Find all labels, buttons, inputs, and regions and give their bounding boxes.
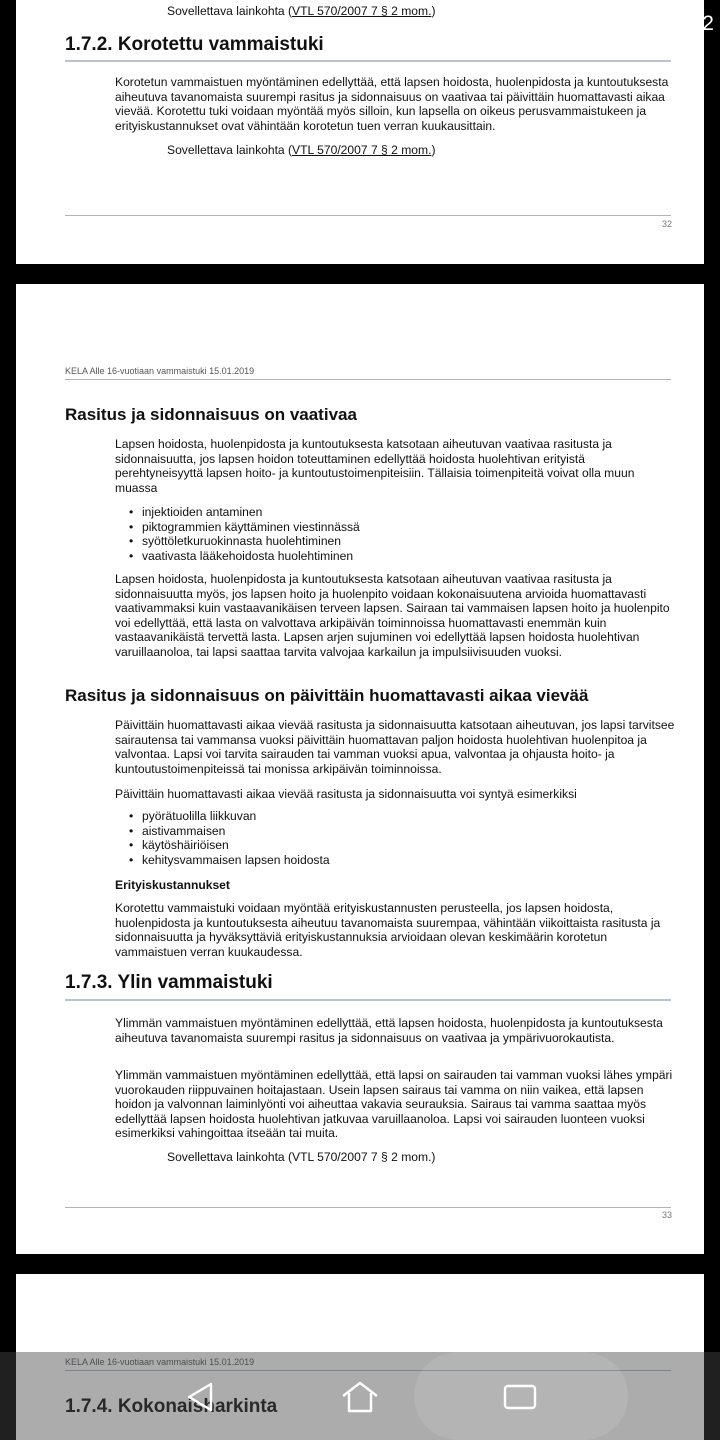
subheading-erityiskustannukset: Erityiskustannukset	[115, 878, 230, 892]
home-icon	[340, 1380, 380, 1414]
list-item: • aistivammaisen	[129, 824, 330, 839]
legal-reference-link[interactable]: VTL 570/2007 7 § 2 mom.	[292, 4, 432, 18]
navigation-bar	[0, 1352, 720, 1440]
section-heading-paivittain: Rasitus ja sidonnaisuus on päivittäin huomattavasti aikaa vievää	[65, 686, 589, 705]
legal-reference-prefix: Sovellettava lainkohta (	[167, 4, 293, 18]
section-heading-1-7-3: 1.7.3. Ylin vammaistuki	[65, 972, 273, 993]
list-item: • piktogrammien käyttäminen viestinnässä	[129, 520, 360, 535]
battery-icon	[645, 11, 659, 37]
legal-reference-suffix: )	[431, 143, 436, 157]
wifi-icon	[523, 11, 553, 37]
page-number: 32	[661, 219, 672, 229]
list-item: • pyörätuolilla liikkuvan	[129, 809, 330, 824]
section-heading-1-7-4: 1.7.4. Kokonaisharkinta	[65, 1396, 278, 1417]
signal-icon	[563, 12, 591, 36]
recents-button[interactable]	[497, 1374, 543, 1420]
bullet-list-esimerkit	[129, 809, 330, 867]
list-item: • kehitysvammaisen lapsen hoidosta	[129, 853, 330, 868]
paragraph-erityiskustannukset: Korotettu vammaistuki voidaan myöntää erityiskustannusten perusteella, jos lapsen hoidosta, huolenpidosta ja kuntoutuksesta aiheutuu tavanomaista suurempaa, vähintään viikoittaista rasitusta ja sidonnaisuutta ja hyväksyttäviä erityiskustannuksia arvioidaan olevan keskimäärin korotetun vammaistuen verran kuukaudessa.	[115, 901, 661, 959]
footer-rule	[65, 1207, 671, 1208]
list-item: • käytöshäiriöisen	[129, 838, 330, 853]
status-icons	[485, 6, 714, 42]
running-header: KELA Alle 16-vuotiaan vammaistuki 15.01.2019	[65, 1357, 255, 1367]
list-item: • vaativasta lääkehoidosta huolehtiminen	[129, 549, 360, 564]
legal-reference-link[interactable]: VTL 570/2007 7 § 2 mom.	[292, 143, 432, 157]
paragraph-ylin-1: Ylimmän vammaistuen myöntäminen edellyttää, että lapsen hoidosta, huolenpidosta ja kuntoutuksesta aiheutuva tavanomaista suurempi rasitus ja sidonnaisuus on vaativaa ja ympärivuorokautista.	[115, 1016, 663, 1045]
section-heading-vaativaa: Rasitus ja sidonnaisuus on vaativaa	[65, 405, 357, 424]
alarm-icon	[485, 10, 513, 38]
header-rule	[65, 379, 671, 380]
clock: 18.32	[661, 12, 714, 35]
battery-percent: 26%	[601, 12, 644, 35]
list-item: • syöttöletkuruokinnasta huolehtiminen	[129, 534, 360, 549]
recents-icon	[502, 1382, 538, 1412]
status-bar	[0, 0, 720, 48]
page-number: 33	[661, 1210, 672, 1220]
paragraph-paivittain-2: Päivittäin huomattavasti aikaa vievää rasitusta ja sidonnaisuutta voi syntyä esimerkiksi	[115, 787, 577, 801]
legal-reference	[167, 143, 435, 157]
document-page-33	[16, 284, 704, 1254]
legal-reference-suffix: )	[431, 4, 436, 18]
paragraph-korotettu: Korotetun vammaistuen myöntäminen edellyttää, että lapsen hoidosta, huolenpidosta ja kuntoutuksesta aiheutuva tavanomaista suurempi rasitus ja sidonnaisuus on vaativaa tai päivittäin huomattavasti aikaa vievää. Korotettu tuki voidaan myöntää myös silloin, kun lapsella on oikeus perusvammaistukeen ja erityiskustannukset ovat vähintään korotetun tuen verran kuukausittain.	[115, 75, 669, 133]
paragraph-ylin-2: Ylimmän vammaistuen myöntäminen edellyttää, että lapsi on sairauden tai vamman vuoksi lähes ympäri vuorokauden riippuvainen hoitajastaan. Usein lapsen sairaus tai vamma on niin vaikea, että lapsen hoidon ja valvonnan laiminlyönti voi aiheuttaa vakavia seurauksia. Sairaus tai vamma saattaa myös edellyttää lapsen hoidosta huolehtivan jatkuvaa varuillaanoloa. Lapsi voi sairauden luonteen vuoksi esimerkiksi vahingoittaa itseään tai muita.	[115, 1068, 673, 1141]
footer-rule	[65, 215, 671, 216]
home-button[interactable]	[337, 1374, 383, 1420]
bullet-list-toimenpiteet	[129, 505, 360, 563]
back-triangle-icon	[183, 1380, 217, 1414]
heading-underline	[65, 60, 671, 62]
legal-reference-prefix: Sovellettava lainkohta (	[167, 143, 293, 157]
running-header: KELA Alle 16-vuotiaan vammaistuki 15.01.2019	[65, 366, 255, 376]
paragraph-paivittain-1: Päivittäin huomattavasti aikaa vievää rasitusta ja sidonnaisuutta katsotaan aiheutuvan, jos lapsi tarvitsee sairautensa tai vammansa vuoksi päivittäin huomattavan paljon hoidosta huolehtivan huolenpitoa ja valvontaa. Lapsi voi tarvita sairauden tai vamman vuoksi apua, valvontaa ja ohjausta hoito- ja kuntoutustoimenpiteissä tai monissa arkipäivän toiminnoissa.	[115, 718, 675, 776]
paragraph-vaativaa-1: Lapsen hoidosta, huolenpidosta ja kuntoutuksesta katsotaan aiheutuvan vaativaa rasitusta ja sidonnaisuutta, jos lapsen hoidon toteuttaminen edellyttää hoidosta huolehtivan erityistä perehtyneisyyttä lapsen hoito- ja kuntoutustoimenpiteisiin. Tällaisia toimenpiteitä voivat olla muun muassa	[115, 437, 635, 495]
list-item: • injektioiden antaminen	[129, 505, 360, 520]
paragraph-vaativaa-2: Lapsen hoidosta, huolenpidosta ja kuntoutuksesta katsotaan aiheutuvan vaativaa rasitusta ja sidonnaisuutta myös, jos lapsen hoito ja huolenpito voidaan kokonaisuutena arvioida huomattavasti vaativammaksi kuin vastaavanikäisen terveen lapsen. Sairaan tai vammaisen lapsen hoito ja huolenpito voi edellyttää, että lasta on valvottava arkipäivän toiminnoissa huomattavasti enemmän kuin vastaavanikäistä tervettä lasta. Lapsen arjen sujuminen voi edellyttää lapsen hoidosta huolehtivan varuillaanoloa, tai lapsi saattaa tarvita valvojaa karkailun ja impulsiivisuuden vuoksi.	[115, 572, 670, 659]
legal-reference: Sovellettava lainkohta (VTL 570/2007 7 § 2 mom.)	[167, 1150, 436, 1164]
section-heading-1-7-2: 1.7.2. Korotettu vammaistuki	[65, 34, 324, 55]
heading-underline	[65, 999, 671, 1001]
back-button[interactable]	[177, 1374, 223, 1420]
